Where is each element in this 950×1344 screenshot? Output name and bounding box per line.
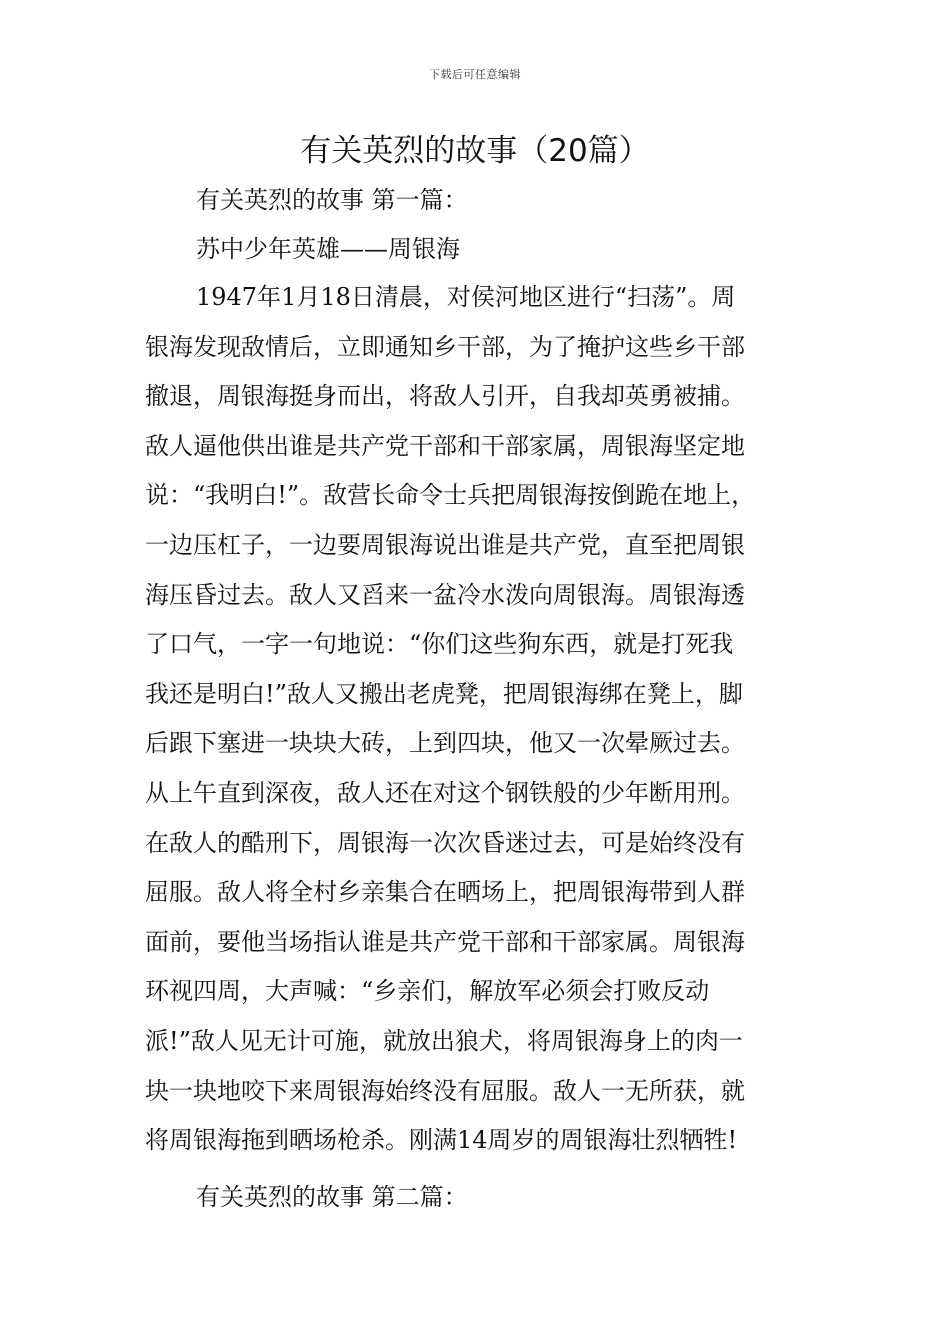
story-line: 从上午直到深夜，敌人还在对这个钢铁般的少年断用刑。 (145, 778, 745, 807)
story-line: 银海发现敌情后，立即通知乡干部，为了掩护这些乡干部 (145, 332, 745, 361)
story-line: 一边压杠子，一边要周银海说出谁是共产党，直至把周银 (145, 530, 745, 559)
story-line: 后跟下塞进一块块大砖，上到四块，他又一次晕厥过去。 (145, 729, 745, 758)
story-line: 面前，要他当场指认谁是共产党干部和干部家属。周银海 (145, 927, 745, 956)
document-title: 有关英烈的故事（20篇） (300, 133, 650, 169)
story-line: 海压昏过去。敌人又舀来一盆冷水泼向周银海。周银海透 (145, 580, 745, 609)
story-line: 撤退，周银海挺身而出，将敌人引开，自我却英勇被捕。 (145, 382, 745, 411)
story-body (145, 273, 825, 1166)
story-line: 派!”敌人见无计可施，就放出狼犬，将周银海身上的肉一 (145, 1026, 743, 1055)
story-line: 将周银海拖到晒场枪杀。刚满14周岁的周银海壮烈牺牲! (145, 1126, 738, 1155)
story-line: 了口气，一字一句地说：“你们这些狗东西，就是打死我 (145, 630, 734, 659)
story-line: 块一块地咬下来周银海始终没有屈服。敌人一无所获，就 (145, 1076, 745, 1105)
section-heading-2: 有关英烈的故事 第二篇： (196, 1183, 468, 1211)
section-heading-1: 有关英烈的故事 第一篇： (196, 186, 468, 214)
story-line: 说：“我明白!”。敌营长命令士兵把周银海按倒跪在地上， (145, 481, 756, 510)
story-line: 环视四周，大声喊：“乡亲们，解放军必须会打败反动 (145, 977, 710, 1006)
story-line: 敌人逼他供出谁是共产党干部和干部家属，周银海坚定地 (145, 431, 745, 460)
story-title: 苏中少年英雄——周银海 (196, 235, 460, 263)
story-line: 我还是明白!”敌人又搬出老虎凳，把周银海绑在凳上，脚 (145, 679, 743, 708)
story-line: 在敌人的酷刑下，周银海一次次昏迷过去，可是始终没有 (145, 828, 745, 857)
story-line: 1947年1月18日清晨，对侯河地区进行“扫荡”。周 (196, 283, 736, 311)
story-line: 屈服。敌人将全村乡亲集合在晒场上，把周银海带到人群 (145, 878, 745, 907)
header-note: 下载后可任意编辑 (429, 68, 521, 81)
